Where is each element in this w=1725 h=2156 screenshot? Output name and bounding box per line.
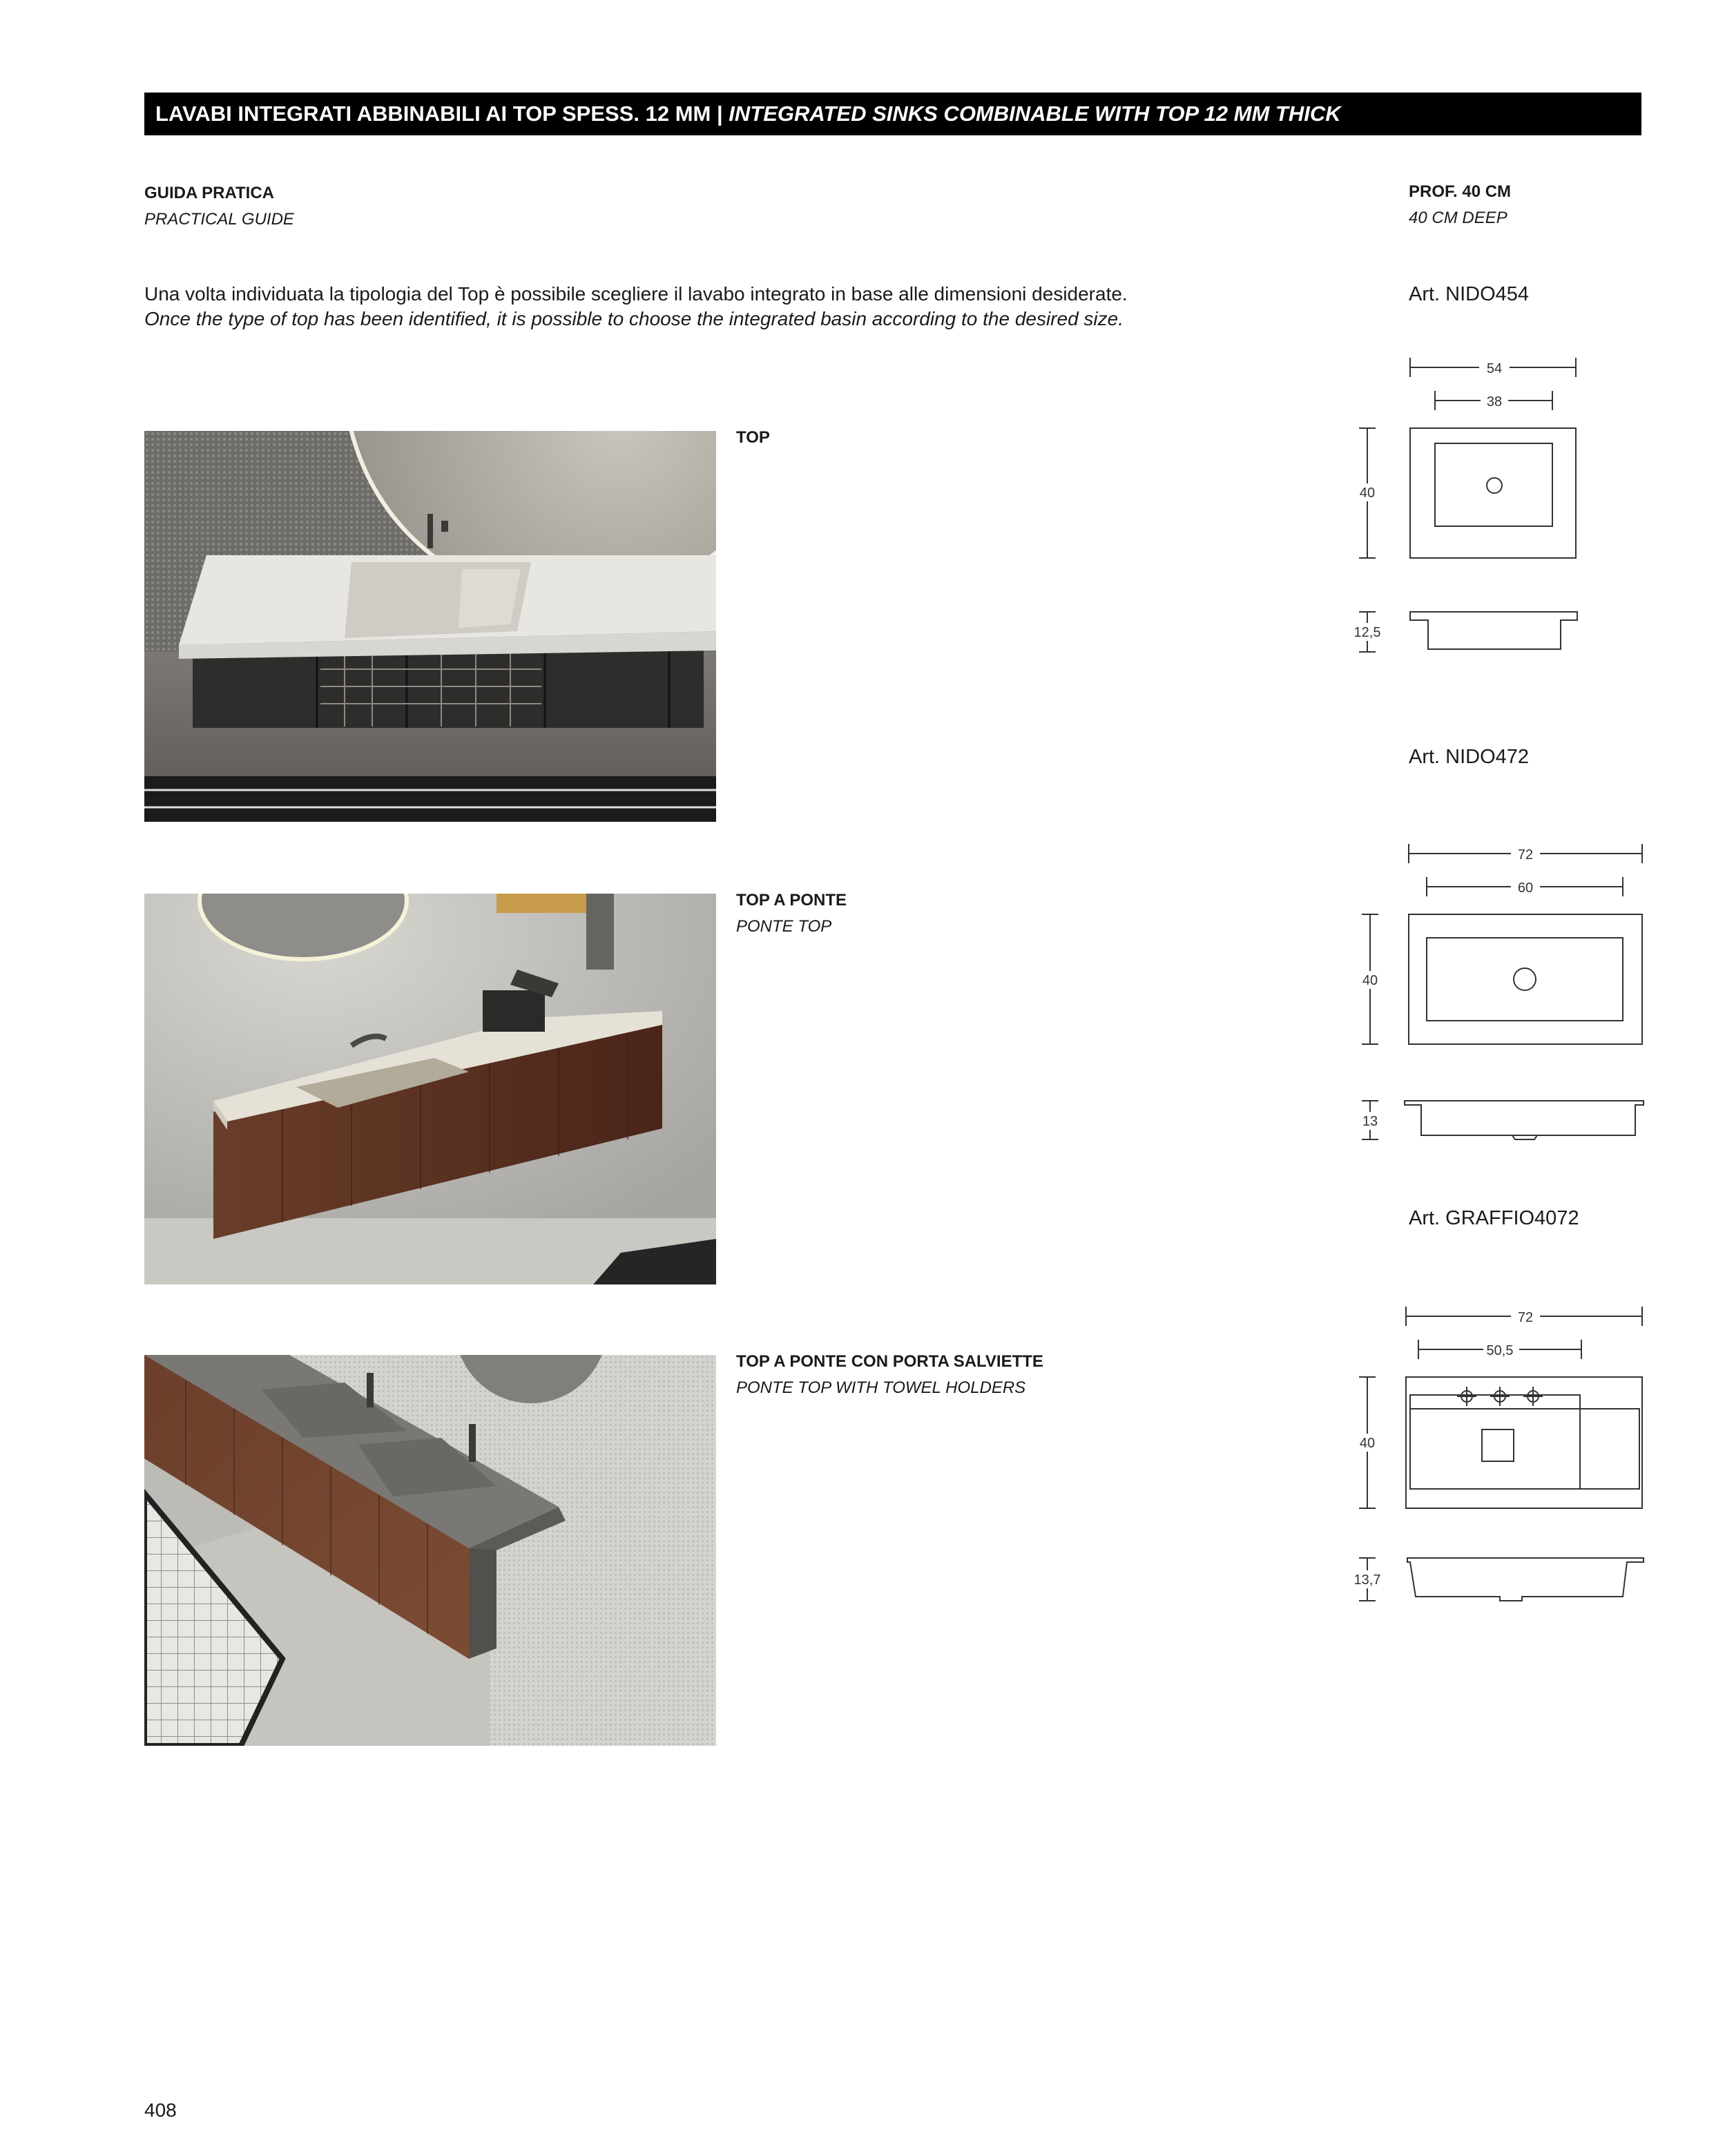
depth-label-en: 40 CM DEEP bbox=[1409, 209, 1507, 227]
article-code-nido454: Art. NIDO454 bbox=[1409, 283, 1530, 305]
header-title-it: LAVABI INTEGRATI ABBINABILI AI TOP SPESS. 12 MM | bbox=[155, 102, 723, 126]
intro-text-it: Una volta individuata la tipologia del Top è possibile scegliere il lavabo integrato in base alle dimensioni desiderate. bbox=[144, 283, 1128, 305]
article-code-nido472: Art. NIDO472 bbox=[1409, 746, 1530, 768]
graffio4072-inner-width: 50,5 bbox=[1486, 1343, 1514, 1358]
nido454-outer-width: 54 bbox=[1486, 361, 1503, 376]
depth-label-it: PROF. 40 CM bbox=[1409, 182, 1512, 201]
section-title-ponte: TOP A PONTE bbox=[736, 891, 847, 909]
section-subtitle-ponte-towel: PONTE TOP WITH TOWEL HOLDERS bbox=[736, 1378, 1026, 1397]
guide-label-it: GUIDA PRATICA bbox=[144, 184, 274, 202]
graffio4072-depth: 40 bbox=[1359, 1436, 1376, 1451]
intro-text-en: Once the type of top has been identified, it is possible to choose the integrated basin according to the desired size. bbox=[144, 308, 1124, 329]
section-title-top: TOP bbox=[736, 428, 770, 447]
nido472-outer-width: 72 bbox=[1517, 847, 1534, 863]
photo-ponte-top-towel-holders bbox=[144, 1355, 716, 1746]
article-code-graffio4072: Art. GRAFFIO4072 bbox=[1409, 1207, 1579, 1229]
drawing-graffio4072 bbox=[1347, 1293, 1650, 1610]
header-title-en: INTEGRATED SINKS COMBINABLE WITH TOP 12 MM THICK bbox=[729, 102, 1341, 126]
drawing-nido472 bbox=[1347, 829, 1650, 1153]
nido472-inner-width: 60 bbox=[1517, 880, 1534, 896]
graffio4072-height: 13,7 bbox=[1353, 1572, 1381, 1588]
nido472-height: 13 bbox=[1362, 1114, 1378, 1129]
nido454-depth: 40 bbox=[1359, 485, 1376, 501]
nido454-inner-width: 38 bbox=[1486, 394, 1503, 410]
nido472-depth: 40 bbox=[1362, 973, 1378, 988]
drawing-nido454 bbox=[1347, 345, 1623, 663]
page-number: 408 bbox=[144, 2099, 177, 2121]
guide-label-en: PRACTICAL GUIDE bbox=[144, 210, 294, 229]
nido454-height: 12,5 bbox=[1353, 625, 1381, 640]
section-title-ponte-towel: TOP A PONTE CON PORTA SALVIETTE bbox=[736, 1352, 1043, 1371]
graffio4072-outer-width: 72 bbox=[1517, 1310, 1534, 1325]
photo-top-washbasin bbox=[144, 431, 716, 822]
section-subtitle-ponte: PONTE TOP bbox=[736, 917, 832, 936]
intro-text bbox=[144, 282, 1360, 331]
photo-ponte-top bbox=[144, 894, 716, 1284]
section-header-bar bbox=[144, 93, 1641, 135]
